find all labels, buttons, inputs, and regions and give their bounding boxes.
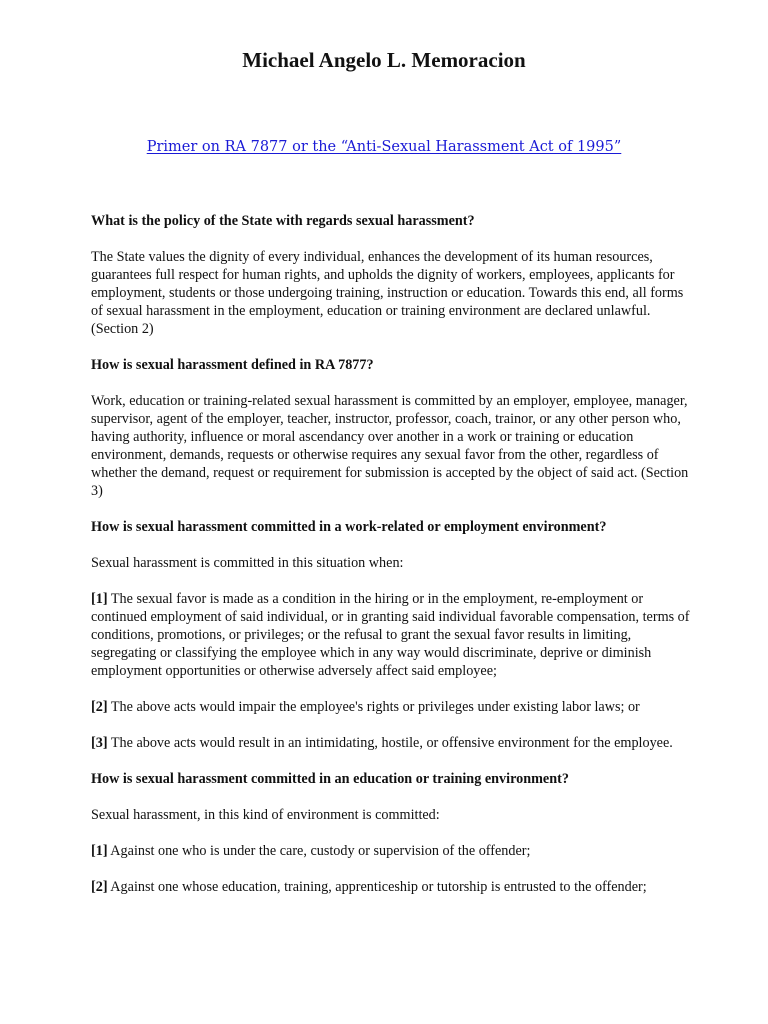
document-body — [91, 212, 691, 914]
work-condition-item — [91, 698, 691, 716]
item-number: [3] — [91, 735, 108, 751]
answer-policy: The State values the dignity of every individual, enhances the development of its human resources, guarantees full respect for human rights, and upholds the dignity of workers, employees, applicants for employment, students or those undergoing training, instruction or education. Towards this end, all forms of sexual harassment in the employment, education or training environment are declared unlawful. (Section 2) — [91, 249, 684, 337]
item-text: The sexual favor is made as a condition in the hiring or in the employment, re-employment or continued employment of said individual, or in granting said individual favorable compensation, terms of conditions, promotions, or privileges; or the refusal to grant the sexual favor results in limiting, segregating or classifying the employee which in any way would discriminate, deprive or diminish employment opportunities or otherwise adversely affect said employee; — [91, 591, 690, 679]
work-condition-item — [91, 590, 691, 680]
education-condition-item — [91, 878, 691, 896]
answer-education-intro: Sexual harassment, in this kind of environment is committed: — [91, 807, 440, 823]
document-subtitle-link[interactable]: Primer on RA 7877 or the “Anti-Sexual Harassment Act of 1995” — [146, 139, 622, 155]
question-policy: What is the policy of the State with regards sexual harassment? — [91, 213, 475, 229]
item-text: Against one who is under the care, custody or supervision of the offender; — [107, 843, 531, 859]
author-name: Michael Angelo L. Memoracion — [242, 48, 526, 72]
item-text: The above acts would impair the employee's rights or privileges under existing labor laws; or — [107, 699, 640, 715]
work-condition-item — [91, 734, 691, 752]
item-number: [1] — [91, 843, 108, 859]
answer-definition: Work, education or training-related sexual harassment is committed by an employer, employee, manager, supervisor, agent of the employer, teacher, instructor, professor, coach, trainor, or any other person who, having authority, influence or moral ascendancy over another in a work or training or education environment, demands, requests or otherwise requires any sexual favor from the other, regardless of whether the demand, request or requirement for submission is accepted by the object of said act. (Section 3) — [91, 393, 689, 499]
question-definition: How is sexual harassment defined in RA 7877? — [91, 357, 374, 373]
item-number: [2] — [91, 879, 108, 895]
answer-work-intro: Sexual harassment is committed in this situation when: — [91, 555, 404, 571]
question-work-environment: How is sexual harassment committed in a work-related or employment environment? — [91, 519, 607, 535]
item-number: [1] — [91, 591, 108, 607]
education-condition-item — [91, 842, 691, 860]
item-number: [2] — [91, 699, 108, 715]
item-text: The above acts would result in an intimidating, hostile, or offensive environment for the employee. — [107, 735, 673, 751]
item-text: Against one whose education, training, apprenticeship or tutorship is entrusted to the offender; — [107, 879, 647, 895]
question-education-environment: How is sexual harassment committed in an education or training environment? — [91, 771, 569, 787]
subtitle-container — [0, 138, 768, 156]
